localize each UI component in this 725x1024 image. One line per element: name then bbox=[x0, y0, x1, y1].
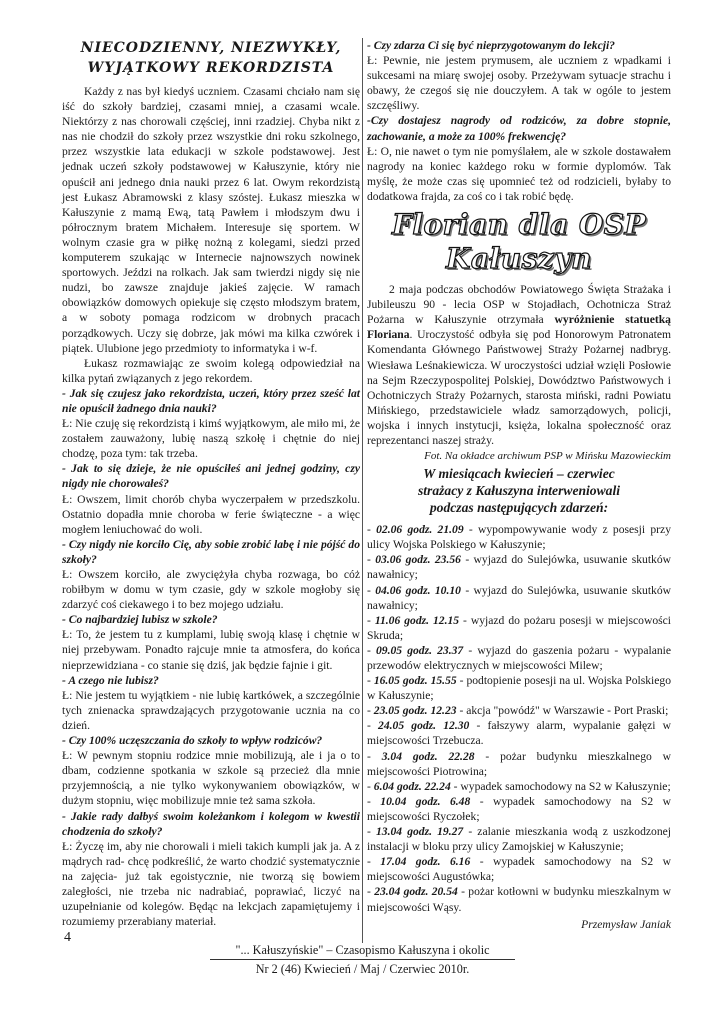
page-number: 4 bbox=[64, 930, 71, 945]
incident-dash: - bbox=[367, 643, 376, 657]
article-intro-2: Łukasz rozmawiając ze swoim kolegą odpowiedział na kilka pytań związanych z jego rekordem. bbox=[62, 356, 360, 385]
incident-item bbox=[367, 854, 671, 884]
interview-answer: Ł: Nie jestem tu wyjątkiem - nie lubię kartkówek, a szczególnie tych znienacka sprawdzających przygotowanie ucznia na co dzień. bbox=[62, 688, 360, 732]
incident-text: - wyjazd do gaszenia pożaru - wypalanie przewodów elektrycznych w miejscowości Milew; bbox=[367, 643, 672, 672]
article-column-left bbox=[62, 38, 360, 929]
incident-item bbox=[367, 673, 671, 703]
column-divider bbox=[362, 38, 363, 943]
incident-datetime: 09.05 godz. 23.37 bbox=[376, 643, 464, 657]
incident-text: - wyjazd do pożaru posesji w miejscowości Skruda; bbox=[367, 613, 671, 642]
florian-body-text: 2 maja podczas obchodów Powiatowego Święta Strażaka i Jubileuszu 90 - lecia OSP w Stojadłach, Ochotnicza Straż Pożarna w Kałuszynie otrzymała bbox=[367, 283, 671, 327]
incident-datetime: 24.05 godz. 12.30 bbox=[378, 719, 470, 733]
incident-text: - wypompowywanie wody z posesji przy ulicy Wojska Polskiego w Kałuszynie; bbox=[367, 523, 671, 552]
incident-datetime: 10.04 godz. 6.48 bbox=[380, 794, 471, 808]
incident-text: - wypadek samochodowy na S2 w Kałuszynie; bbox=[450, 779, 671, 793]
incident-item bbox=[367, 583, 671, 613]
incident-text: - akcja "powódź" w Warszawie - Port Praski; bbox=[456, 704, 669, 718]
incident-text: - wyjazd do Sulejówka, usuwanie skutków nawałnicy; bbox=[367, 583, 672, 612]
incident-datetime: 04.06 godz. 10.10 bbox=[375, 583, 461, 597]
incident-datetime: 11.06 godz. 12.15 bbox=[374, 613, 460, 627]
incident-datetime: 23.05 godz. 12.23 bbox=[373, 704, 457, 718]
incident-dash: - bbox=[367, 674, 374, 688]
interview-question: - A czego nie lubisz? bbox=[62, 673, 159, 687]
article-column-right bbox=[367, 38, 671, 932]
incident-text: - wypadek samochodowy na S2 w miejscowości Ryczołek; bbox=[367, 794, 671, 823]
interview-question: - Co najbardziej lubisz w szkole? bbox=[62, 613, 218, 627]
incident-dash: - bbox=[367, 825, 376, 839]
incidents-heading-line3: podczas następujących zdarzeń: bbox=[429, 500, 609, 516]
incident-dash: - bbox=[367, 885, 375, 899]
interview-answer: Ł: Pewnie, nie jestem prymusem, ale uczniem z wpadkami i sukcesami na miarę swojej osoby. Przeżywam sytuacje strachu i obawy, że czegoś się nie douczyłem. A tak w ogóle to jestem szczęśliwy. bbox=[367, 54, 671, 113]
incident-dash: - bbox=[367, 613, 375, 627]
incident-item bbox=[367, 613, 671, 643]
incident-item bbox=[367, 749, 671, 779]
incident-item bbox=[367, 779, 671, 794]
incident-item bbox=[367, 794, 671, 824]
incident-datetime: 23.04 godz. 20.54 bbox=[374, 885, 458, 899]
interview-answer: Ł: W pewnym stopniu rodzice mnie mobilizują, ale i ja o to dbam, codzienne spotkania w szkole są przecież dla mnie przyjemnością, a nie tylko wykonywaniem obowiązków, w dużym stopniu, więc mobilizuje mnie też sama szkoła. bbox=[62, 749, 360, 808]
interview-question: - Czy nigdy nie korciło Cię, aby sobie zrobić labę i nie pójść do szkoły? bbox=[62, 537, 360, 566]
incident-datetime: 02.06 godz. 21.09 bbox=[376, 523, 464, 537]
incident-dash: - bbox=[367, 749, 382, 763]
incident-dash: - bbox=[367, 779, 374, 793]
interview-question: - Jakie rady dałbyś swoim koleżankom i kolegom w kwestii chodzenia do szkoły? bbox=[62, 809, 360, 838]
incident-text: - wypadek samochodowy na S2 w miejscowości Augustówka; bbox=[367, 855, 671, 884]
incident-text: - pożar budynku mieszkalnego w miejscowości Piotrowina; bbox=[367, 749, 671, 778]
interview-answer: Ł: Owszem, limit chorób chyba wyczerpałem w przedszkolu. Ostatnio dopadła mnie choroba w ferie świąteczne - a więc mogłem leniuchować do woli. bbox=[62, 492, 360, 536]
incident-datetime: 3.04 godz. 22.28 bbox=[381, 749, 475, 763]
article-title-line1: NIECODZIENNY, NIEZWYKŁY, bbox=[80, 40, 342, 56]
footer-issue: Nr 2 (46) Kwiecień / Maj / Czerwiec 2010r. bbox=[255, 962, 470, 976]
incident-item bbox=[367, 718, 671, 748]
incident-dash: - bbox=[367, 719, 379, 733]
incident-item bbox=[367, 884, 671, 914]
florian-body-text: . Uroczystość odbyła się pod Honorowym Patronatem Komendanta Głównego Państwowej Straży Pożarnej nadbryg. Wiesława Leśnakiewicza. W uroczystości udział wzięli Posłowie na Sejm Rzeczypospolitej Polskiej, Dowództwo Państwowych i Ochotniczych Straży Pożarnych, starosta miński, radni Powiatu Mińskiego, przedstawiciele władz samorządowych, policji, wojska i innych instytucji, księża, lokalna społeczność oraz reprezentanci naszej straży. bbox=[367, 328, 671, 447]
interview-question: -Czy dostajesz nagrody od rodziców, za dobre stopnie, zachowanie, a może za 100% frekwencję? bbox=[367, 114, 671, 143]
interview-question: - Jak się czujesz jako rekordzista, uczeń, który przez sześć lat nie opuścił żadnego dnia nauki? bbox=[62, 386, 360, 415]
incident-dash: - bbox=[367, 583, 376, 597]
interview-answer: Ł: To, że jestem tu z kumplami, lubię swoją klasę i chętnie w niej przebywam. Ponadto rajcuje mnie ta atmosfera, do końca nieprzewidziana - co stanie się dziś, jak będzie fajnie i git. bbox=[62, 628, 360, 672]
florian-body bbox=[367, 282, 671, 448]
incident-dash: - bbox=[367, 794, 381, 808]
incident-datetime: 13.04 godz. 19.27 bbox=[375, 825, 464, 839]
footer-rule bbox=[210, 959, 515, 960]
incident-dash: - bbox=[367, 855, 381, 869]
incidents-heading-line1: W miesiącach kwiecień – czerwiec bbox=[423, 466, 615, 482]
incident-dash: - bbox=[367, 553, 376, 567]
interview-answer: Ł: Owszem korciło, ale zwyciężyła chyba rozwaga, bo cóż robiłbym w domu w tym czasie, gdy w szkole mogłoby się zdarzyć coś ciekawego i to bez mojego udziału. bbox=[62, 568, 360, 612]
author-signature: Przemysław Janiak bbox=[581, 917, 671, 931]
incidents-heading-line2: strażacy z Kałuszyna interweniowali bbox=[417, 483, 621, 499]
incident-datetime: 6.04 godz. 22.24 bbox=[373, 779, 451, 793]
interview-answer: Ł: Nie czuję się rekordzistą i kimś wyjątkowym, ale miło mi, że zostałem zauważony, lubię naszą szkołę i chętnie do niej chodzę, poza tym: tak trzeba. bbox=[62, 417, 360, 461]
interview-answer: Ł: Życzę im, aby nie chorowali i mieli takich kumpli jak ja. A z mądrych rad- chcę podkreślić, że warto chodzić systematycznie na zajęcia- już tak egoistycznie, nie tworzą się bowiem zaległości, nie trzeba nic nadrabiać, poprawiać, liczyć na uzupełnianie od kolegów. Będąc na lekcjach zapamiętujemy i rozumiemy przerabiany materiał. bbox=[62, 839, 360, 929]
incident-datetime: 03.06 godz. 23.56 bbox=[375, 553, 461, 567]
incident-text: - pożar kotłowni w budynku mieszkalnym w miejscowości Wąsy. bbox=[367, 885, 671, 914]
photo-caption: Fot. Na okładce archiwum PSP w Mińsku Mazowieckim bbox=[424, 450, 671, 463]
article-intro: Każdy z nas był kiedyś uczniem. Czasami chciało nam się iść do szkoły bardziej, czasami mniej, a czasami wcale. Niektórzy z nas chorowali częściej, inni rzadziej. Chyba nikt z nas nie chodził do szkoły przez wszystkie dni roku szkolnego, przez wszystkie lata edukacji w szkole podstawowej. Jest jednak uczeń szkoły podstawowej w Kałuszynie, który nie opuścił ani jednego dnia nauki przez 6 lat. Owym rekordzistą jest Łukasz Abramowski z klasy szóstej. Łukasz mieszka w Kałuszynie z mamą Ewą, tatą Pawłem i młodszym dwu i półrocznym bratem Michałem. Interesuje się sportem. W wolnym czasie gra w piłkę nożną z kolegami, siedzi przed komputerem szukając w Internecie najnowszych nowinek sportowych. Jeździ na rolkach. Jak sam twierdzi nigdy się nie nudzi, bo zawsze znajduje jakieś zajęcie. W ramach obowiązków domowych opiekuje się często młodszym bratem, a w soboty pomaga rodzicom w drobnych pracach porządkowych. Uczy się dobrze, jak mówi ma kilka czwórek i piątek. Ulubione jego przedmioty to informatyka i w-f. bbox=[62, 85, 360, 355]
incident-datetime: 17.04 godz. 6.16 bbox=[380, 855, 471, 869]
incidents-list bbox=[367, 522, 671, 914]
incident-item bbox=[367, 643, 671, 673]
incident-datetime: 16.05 godz. 15.55 bbox=[373, 674, 457, 688]
incident-dash: - bbox=[367, 704, 374, 718]
interview-answer: Ł: O, nie nawet o tym nie pomyślałem, ale w szkole dostawałem nagrody na koniec każdego roku w formie dyplomów. Tak myślę, że może czas się upomnieć też od rodzicieli, byłaby to dodatkowa frajda, za coś co i tak robić będę. bbox=[367, 144, 671, 203]
incident-item bbox=[367, 703, 671, 718]
incident-text: - podtopienie posesji na ul. Wojska Polskiego w Kałuszynie; bbox=[367, 674, 671, 703]
florian-heading: Florian dla OSP Kałuszyn bbox=[391, 208, 647, 276]
florian-award: wyróżnienie statuetką Floriana bbox=[367, 313, 671, 342]
article-title bbox=[62, 38, 360, 78]
incident-item bbox=[367, 824, 671, 854]
footer-title: "... Kałuszyńskie" – Czasopismo Kałuszyna i okolic bbox=[235, 943, 490, 957]
incident-item bbox=[367, 522, 671, 552]
article-title-line2: WYJĄTKOWY REKORDZISTA bbox=[87, 60, 335, 76]
interview-left bbox=[62, 386, 360, 929]
incident-text: - zalanie mieszkania wodą z uszkodzonej instalacji w bloku przy ulicy Zamojskiej w Kałuszynie; bbox=[367, 825, 671, 854]
incident-item bbox=[367, 552, 671, 582]
interview-question: - Czy 100% uczęszczania do szkoły to wpływ rodziców? bbox=[62, 734, 323, 748]
incident-dash: - bbox=[367, 523, 377, 537]
incidents-heading bbox=[367, 465, 671, 516]
interview-question: - Jak to się dzieje, że nie opuściłeś ani jednej godziny, czy nigdy nie chorowałeś? bbox=[62, 462, 360, 491]
incident-text: - fałszywy alarm, wypalanie gałęzi w miejscowości Trzebucza. bbox=[367, 719, 671, 748]
incident-text: - wyjazd do Sulejówka, usuwanie skutków nawałnicy; bbox=[367, 553, 672, 582]
interview-question: - Czy zdarza Ci się być nieprzygotowanym do lekcji? bbox=[367, 39, 615, 52]
